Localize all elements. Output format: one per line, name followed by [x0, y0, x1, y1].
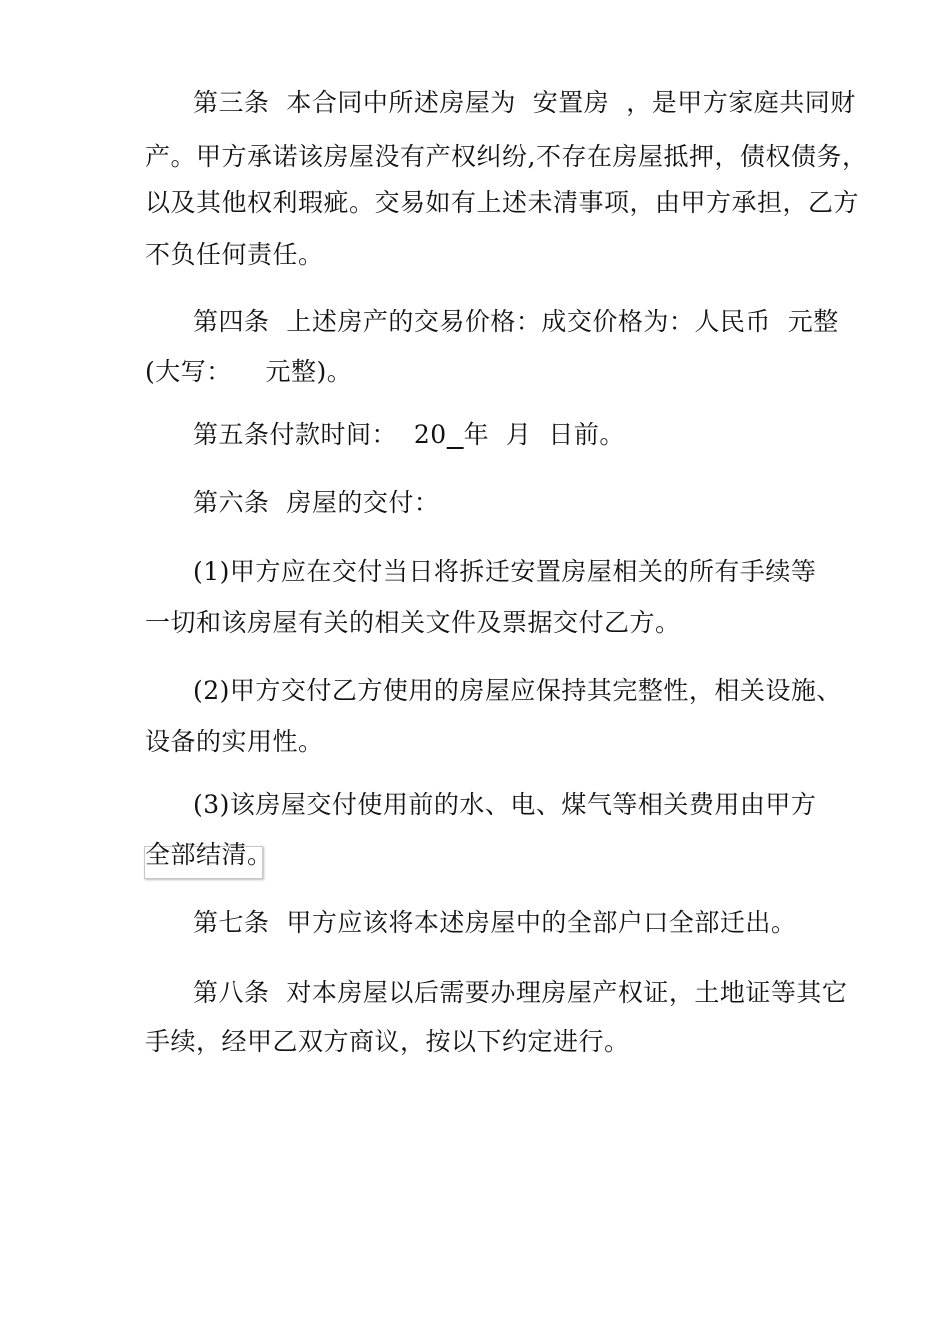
article-6-item-3-line-1: (3)该房屋交付使用前的水、电、煤气等相关费用由甲方 — [193, 790, 817, 819]
article-6-item-3-line-2: 全部结清。 — [145, 840, 273, 869]
article-7-line-1: 第七条 甲方应该将本述房屋中的全部户口全部迁出。 — [193, 908, 797, 937]
article-5-text-cont: 年 月 日前。 — [463, 420, 625, 449]
article-3-line-3: 以及其他权利瑕疵。交易如有上述未清事项，由甲方承担，乙方 — [145, 188, 860, 217]
article-6-item-2-line-1: (2)甲方交付乙方使用的房屋应保持其完整性，相关设施、 — [193, 676, 842, 705]
article-4-line-1: 第四条 上述房产的交易价格：成交价格为：人民币 元整 — [193, 307, 839, 336]
article-3-line-1 — [193, 88, 856, 118]
article-3-line-2: 产。甲方承诺该房屋没有产权纠纷,不存在房屋抵押，债权债务， — [145, 142, 868, 171]
article-6-item-1-line-2: 一切和该房屋有关的相关文件及票据交付乙方。 — [145, 608, 681, 637]
year-blank — [447, 420, 464, 449]
article-8-line-2: 手续，经甲乙双方商议，按以下约定进行。 — [145, 1027, 630, 1056]
article-8-line-1: 第八条 对本房屋以后需要办理房屋产权证，土地证等其它 — [193, 978, 848, 1007]
house-type-value: 安置房 — [532, 88, 610, 117]
article-6-item-2-line-2: 设备的实用性。 — [145, 727, 324, 756]
article-6-item-1-line-1: (1)甲方应在交付当日将拆迁安置房屋相关的所有手续等 — [193, 557, 817, 586]
article-5-text: 第五条付款时间： 20 — [193, 420, 447, 449]
article-5-line-1 — [193, 420, 625, 450]
article-6-heading: 第六条 房屋的交付： — [193, 488, 440, 517]
article-3-text: 第三条 本合同中所述房屋为 — [193, 88, 533, 117]
article-3-line-4: 不负任何责任。 — [145, 240, 324, 269]
article-3-text-cont: ，是甲方家庭共同财 — [609, 88, 856, 117]
article-4-line-2: (大写： 元整)。 — [145, 357, 353, 386]
